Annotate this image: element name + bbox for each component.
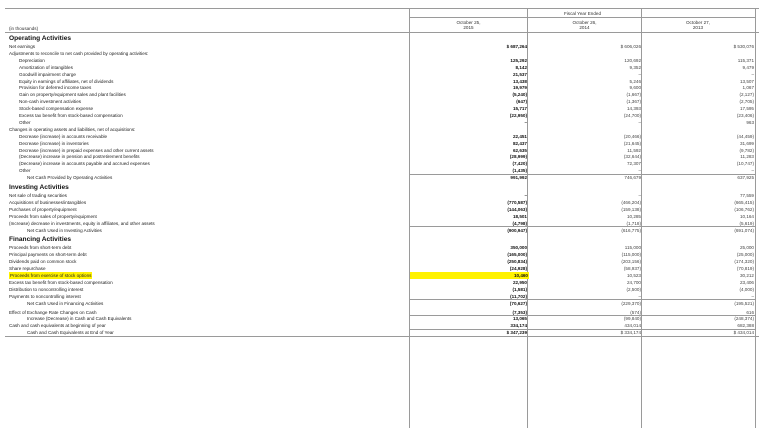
row-value-2014: (616,775) [621,227,641,233]
row-value-2014: – [638,168,641,174]
row-value-2015: 13,065 [512,316,527,322]
row-value-2013: (106,762) [734,206,754,212]
row-value-2015: (900,947) [507,227,527,233]
row-value-2013: (70,819) [736,266,754,272]
row-value-2015: – [524,119,527,125]
row-value-2014: $ 606,026 [620,44,641,49]
row-value-2015: 82,437 [512,140,527,146]
row-value-2014: 14,393 [626,106,641,112]
row-value-2014: 120,692 [624,57,641,63]
row-value-2015: 62,635 [512,147,527,153]
row-value-2015: (4,798) [512,220,527,226]
bottom-rule [5,336,759,337]
row-value-2015: 22,950 [512,279,527,285]
row-label: Net earnings [9,44,36,49]
row-value-2015: 334,174 [510,323,527,329]
financing-section-title: Financing Activities [9,236,72,244]
row-value-2014: 5,246 [629,78,641,84]
investing-total-row [5,227,759,234]
row-value-2014: (2,500) [626,286,641,292]
row-value-2015: (7,353) [512,309,527,315]
row-label: Stock-based compensation expense [19,106,94,112]
row-value-2013: 9,479 [742,64,754,70]
row-value-2013: (2,127) [739,92,754,98]
row-value-2014: (229,370) [621,300,641,306]
row-value-2014: 10,285 [626,213,641,219]
row-value-2013: (25,000) [736,252,754,258]
row-value-2013: (5,619) [739,220,754,226]
row-value-2013: 77,559 [739,193,754,198]
row-value-2014: (58,937) [623,266,641,272]
row-label: Adjustments to reconcile to net cash provided by operating activities: [9,50,149,56]
row-value-2015: (11,702) [510,293,527,299]
row-value-2014: (1,367) [626,99,641,105]
row-value-2014: 9,600 [629,85,641,91]
row-label: Proceeds from exercise of stock options [10,273,92,278]
row-value-2015: 22,451 [512,133,527,139]
row-value-2015: 13,438 [512,78,527,84]
column-header-2014 [528,20,641,30]
row-value-2015: (28,999) [509,154,527,160]
row-value-2014: (21,645) [623,140,641,146]
row-label: Net Cash Used in Investing Activities [27,227,102,233]
row-value-2014: 434,014 [624,323,641,329]
row-label: Payments to noncontrolling interest [9,293,81,299]
row-value-2014: – [638,119,641,125]
column-header-2013-year: 2013 [692,25,704,30]
row-value-2014: 72,307 [626,161,641,167]
row-label: Effect of Exchange Rate Changes on Cash [9,309,97,315]
row-value-2014: (24,700) [623,113,641,118]
cash-flow-statement [5,8,759,430]
row-label: Increase (Decrease) in Cash and Cash Equivalents [27,316,132,322]
row-label: Excess tax benefit from stock-based compensation [19,113,123,118]
row-value-2015: (647) [516,99,527,105]
row-label: Non-cash investment activities [19,99,82,105]
top-rule [5,8,759,9]
row-value-2013: 13,507 [739,78,754,84]
header-rule [410,17,755,18]
row-value-2015: (70,627) [509,300,527,306]
row-value-2013: (248,374) [734,316,754,322]
row-value-2014: (574) [630,309,641,315]
row-value-2014: 746,679 [624,175,641,181]
row-value-2014: (32,644) [623,154,641,160]
row-value-2013: 616 [746,309,754,315]
row-label: Other [19,119,31,125]
row-label: Distribution to noncontrolling interest [9,286,84,292]
operating-section-title: Operating Activities [9,35,72,42]
row-value-2013: 17,595 [739,106,754,112]
row-value-2013: 637,925 [737,175,754,181]
row-value-2015: 10,460 [410,272,529,279]
row-value-2015: 18,501 [512,213,527,219]
column-header-2015-year: 2015 [463,25,474,30]
row-label: Cash and cash equivalents at beginning of year [9,323,106,329]
row-value-2013: (9,782) [739,147,754,153]
row-value-2015: (24,928) [509,266,527,272]
column-header-2013 [642,20,754,30]
row-value-2013: 30,212 [739,273,754,278]
row-value-2015: 350,000 [510,245,527,251]
row-value-2014: – [638,293,641,299]
row-value-2015: (144,063) [507,206,527,212]
fiscal-year-header: Fiscal Year Ended [563,11,602,16]
row-value-2015: (5,240) [512,92,527,98]
row-label: Gain on property/equipment sales and plant facilities [19,92,126,98]
row-label: (Decrease) increase in pension and postretirement benefits [19,154,140,160]
row-label: Dividends paid on common stock [9,259,77,265]
row-value-2013: – [751,293,754,299]
row-value-2014: $ 334,174 [620,330,641,336]
row-value-2013: 10,164 [739,213,754,219]
row-value-2014: (466,204) [621,199,641,205]
row-label: Equity in earnings of affiliates, net of dividends [19,78,114,84]
row-label: Excess tax benefit from stock-based compensation [9,279,113,285]
row-label: Net Cash Used in Financing Activities [27,300,104,306]
row-value-2013: 682,388 [737,323,754,329]
investing-section-title: Investing Activities [9,184,69,191]
units-note: (in thousands) [9,26,39,31]
row-value-2013: 31,699 [739,140,754,146]
row-label: Depreciation [19,57,45,63]
row-value-2013: (44,459) [736,133,754,139]
row-value-2015: (1,581) [512,286,527,292]
row-value-2015: (250,834) [507,259,527,265]
financing-total-row [5,300,759,307]
row-value-2014: 24,700 [626,279,641,285]
row-label: Purchases of property/equipment [9,206,77,212]
row-value-2013: 23,406 [739,279,754,285]
row-value-2014: (1,667) [626,92,641,98]
row-value-2013: $ 434,014 [733,330,754,336]
row-value-2015: $ 687,264 [506,44,527,49]
row-label: Decrease (increase) in prepaid expenses and other current assets [19,147,154,153]
row-value-2013: 115,371 [737,57,754,63]
row-label: Principal payments on short-term debt [9,252,87,258]
row-label: Goodwill impairment charge [19,71,76,77]
column-header-2014-year: 2014 [579,25,590,30]
row-value-2015: 991,992 [510,175,527,181]
row-label: Proceeds from sales of property/equipment [9,213,97,219]
row-value-2015: (1,435) [512,168,527,174]
row-value-2015: 21,537 [512,71,527,77]
row-value-2013: (23,406) [736,113,754,118]
row-value-2013: 963 [746,119,754,125]
row-value-2013: 25,000 [739,245,754,251]
row-value-2013: 11,283 [740,154,754,160]
row-label: Decrease (increase) in accounts receivable [19,133,108,139]
row-value-2015: 125,292 [510,57,527,63]
row-value-2013: (10,747) [736,161,754,167]
row-value-2014: (115,000) [621,252,641,258]
row-value-2015: 15,717 [512,106,527,112]
row-value-2013: $ 530,076 [733,44,754,49]
row-value-2013: – [751,168,754,174]
row-value-2015: $ 347,239 [506,330,527,336]
row-label: Decrease (increase) in inventories [19,140,89,146]
row-value-2015: (165,000) [507,252,527,258]
column-header-2015 [410,20,527,30]
row-value-2014: 9,352 [629,64,641,70]
row-value-2014: (20,466) [623,133,641,139]
row-value-2013: (2,705) [739,99,754,105]
row-label: (Decrease) increase in accounts payable and accrued expenses [19,161,150,167]
row-label: Net Cash Provided by Operating Activities [27,175,113,181]
row-label: Amortization of intangibles [19,64,73,70]
row-value-2013: (174,320) [734,259,754,265]
row-label: Acquisitions of businesses/intangibles [9,199,87,205]
row-value-2013: (195,521) [734,300,754,306]
row-value-2014: (1,718) [626,220,641,226]
row-value-2013: 1,067 [742,85,754,91]
row-label: (Increase) decrease in investments, equity in affiliates, and other assets [9,220,155,226]
row-value-2015: (7,420) [512,161,527,167]
row-label: Cash and Cash Equivalents at End of Year [27,330,114,336]
row-value-2013: – [751,71,754,77]
column-header-2014-date: October 26, [572,20,597,25]
row-value-2014: – [638,193,641,198]
row-value-2014: 10,523 [626,273,641,278]
row-value-2015: 19,979 [512,85,527,91]
row-label: Net sale of trading securities [9,193,67,198]
row-value-2014: (203,156) [621,259,641,265]
row-value-2013: (4,000) [739,286,754,292]
row-value-2014: 115,000 [624,245,641,251]
row-value-2013: (665,415) [734,199,754,205]
row-label: Changes in operating assets and liabilities, net of acquisitions: [9,126,136,132]
row-value-2013: (691,074) [734,227,754,233]
row-value-2015: 8,142 [515,64,527,70]
row-label: Proceeds from short-term debt [9,245,72,251]
column-header-2015-date: October 25, [456,20,481,25]
row-value-2015: (770,587) [507,199,527,205]
column-header-2013-date: October 27, [685,20,710,25]
operating-total-row [5,174,759,181]
row-label: Share repurchase [9,266,46,272]
row-value-2014: (159,138) [621,206,641,212]
row-value-2015: (22,950) [509,113,527,118]
row-label: Provision for deferred income taxes [19,85,92,91]
row-value-2014: – [638,71,641,77]
header-bottom-rule [5,32,759,33]
row-value-2014: 11,592 [627,147,641,153]
row-label: Other [19,168,31,174]
row-value-2014: (99,840) [623,316,641,322]
row-value-2015: – [524,193,527,198]
